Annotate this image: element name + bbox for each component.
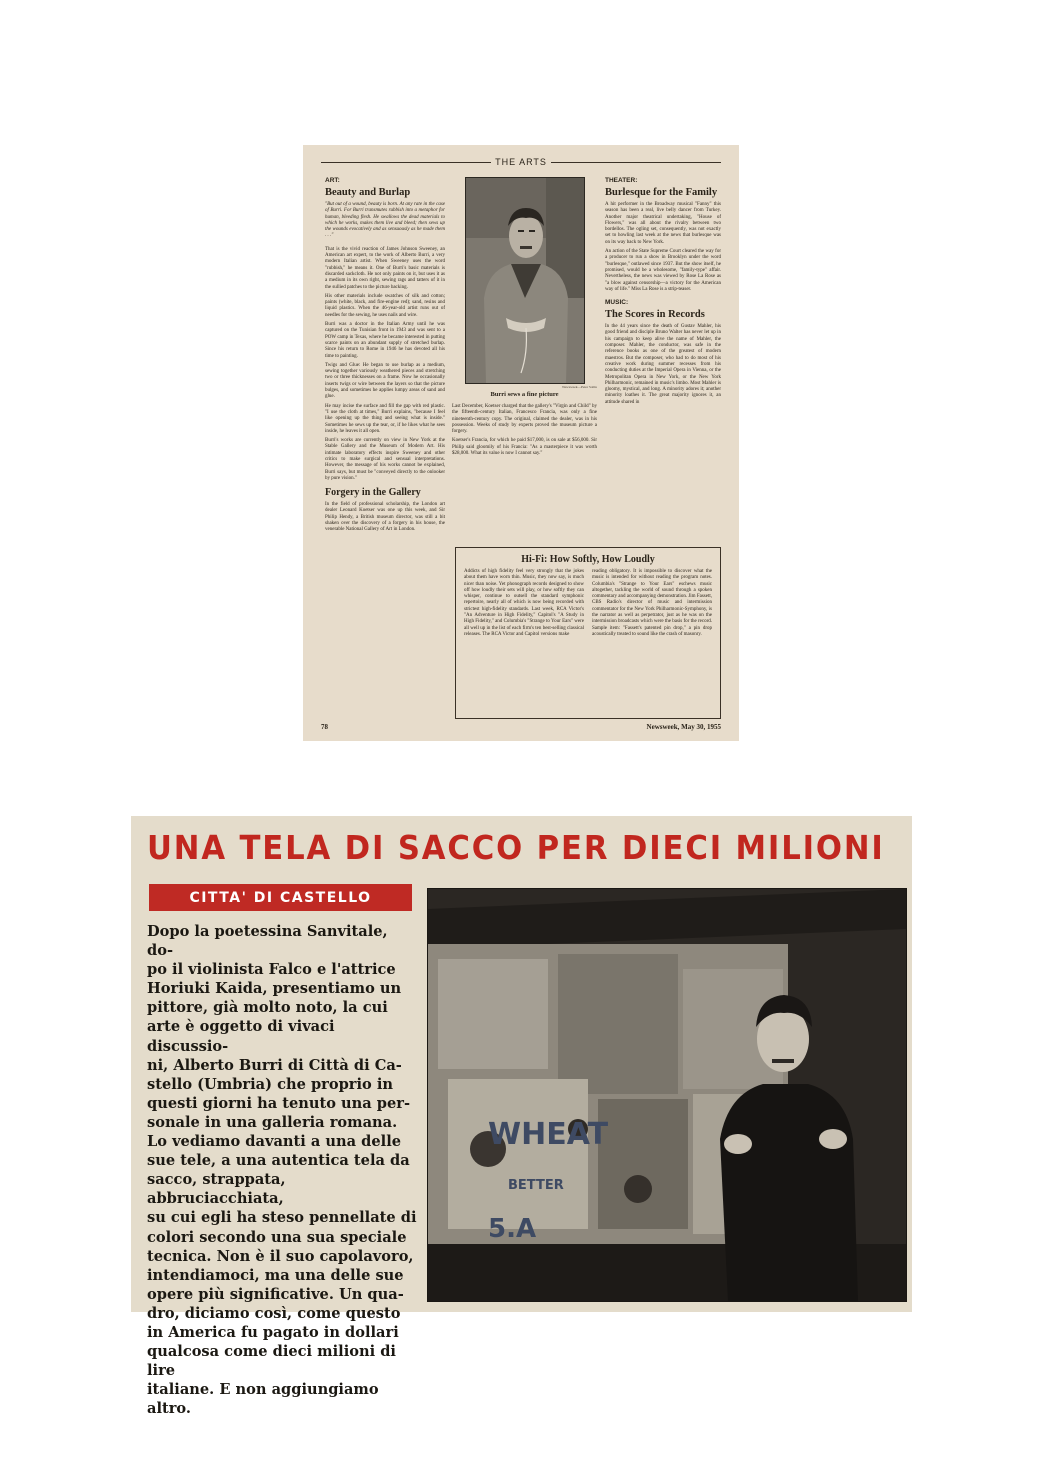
art-paragraph: Burri was a doctor in the Italian Army until he was captured on the Tunisian front in 1943 and was sent to a POW camp in Texas, where he became interested in putting scarce paints on an abundant supply of stretched burlap. Since his return to Rome in 1946 he has devoted all his time to painting. [325,322,445,359]
art-paragraph: His other materials include swatches of silk and cotton; paints (white, black, and fire-engine red); sand, resins and liquid plastics. When the 46-year-old artist runs out of needles for the sewing, he uses nails and wire. [325,293,445,318]
rule-line-left [321,162,491,163]
page-footer [321,723,721,731]
hifi-column-2: reading obligatory. It is impossible to discover what the music is intended for without reading the program notes. Columbia's "Strange to Your Ears" eschews music altogether, tackling the world of sound through a spoken commentary and accompanying demonstration. Jim Fassett, CBS Radio's director of music and intermission commentator for the New York Philharmonic-Symphony, is the narrator as well as perpetrator, just as he was on the intermission broadcasts which were the basis for the record. Sample item: "Fassett's patented pin drop," a pin drop acoustically treated to sound like the crash of masonry. [592,569,712,637]
rule-line-right [551,162,721,163]
theater-headline: Burlesque for the Family [605,187,718,198]
portrait-illustration [466,178,584,383]
hifi-box [455,547,721,719]
music-paragraph: In the 44 years since the death of Gustav Mahler, his good friend and disciple Bruno Walter has never let up in his campaign to keep alive the name of Mahler, the composer. Mahler, the conductor, was safe in the reference books as one of the greatest of modern maestros. But the composer, who had to do most of his creative work during summer recesses from his conducting duties at the Imperial Opera in Vienna, or the Metropolitan Opera in New York, or the New York Philharmonic, remained in music's limbo. Most Mahler is gloomy, mystical, and long. A minority adores it; another minority loathes it. The great majority ignores it, an attitude shared in [605,324,721,405]
newsweek-clipping [303,145,739,741]
art-column [325,177,445,537]
forgery-paragraph: Koetser's Francia, for which he paid $17,000, is on sale at $56,000. Sir Philip said gloomily of his Francia: "As a masterpiece it was worth $28,000. What its value is now I cannot say." [452,438,597,457]
art-paragraph: Burri's works are currently on view in New York at the Stable Gallery and the Museum of Modern Art. His intimate laboratory effects inspire Sweeney and other critics to make surgical and sensual interpretations. However, the message of his works cannot be explained, Burri says, but must be "conveyed directly to the onlooker by pure vision." [325,438,445,481]
sack-print-better: BETTER [508,1178,564,1193]
section-label: THE ARTS [495,157,547,167]
art-paragraph: Twigs and Glue: He began to use burlap as a medium, sewing together variously weathered pieces and stretching two or three thicknesses on a frame. Now he occasionally inserts twigs or wire between the layers so that the picture bulges, and sometimes he applies lumpy areas of sand and glue. [325,362,445,400]
photo-column [452,177,597,460]
section-rule [321,155,721,169]
art-paragraph: That is the vivid reaction of James Johnson Sweeney, an American art expert, to the work of Alberto Burri, a very modern Italian artist. When Sweeney uses the word "rubbish," he means it. One of Burri's basic materials is discarded sackcloth. He not only paints on it, but uses it as a medium in its own right, sewing rags and tatters of it in the sullied patches to the picture backing. [325,246,445,290]
location-tag: CITTA' DI CASTELLO [149,884,412,911]
article-columns [321,169,721,709]
hifi-body [464,569,712,638]
theater-paragraph: An action of the State Supreme Court cleared the way for a producer to run a show in Brooklyn under the word "burlesque," outlawed since 1937. But the show itself, he promised, would be a wholesome, "family-type" affair. Nevertheless, the news was viewed by Rose La Rose as "a blow against censorship—a victory for the American way of life." Miss La Rose is a strip-teaser. [605,249,721,292]
hifi-column-1: Addicts of high fidelity feel very strongly that the jokes about them have worn thin. Music, they now say, is much nicer than noise. Yet phonograph records designed to show off how loudly their sets will play, or how softly they can whisper, continue to outsell the standard symphonic repertoire, nearly all of which is now being recorded with strictest high-fidelity standards. Last week, RCA Victor's "An Adventure in High Fidelity," Capitol's "A Study in High Fidelity," and Columbia's "Strange to Your Ears" were all well up in the list of each firm's ten best-selling classical releases. The RCA Victor and Capitol versions make [464,569,584,637]
forgery-paragraph: In the field of professional scholarship, the London art dealer Leonard Koetser was one up this week, and Sir Philip Hendy, a British museum director, was still a bit shaken over the discovery of a forgery in his house, the venerable National Gallery of Art in London. [325,502,445,533]
art-paragraph: He may incise the surface and fill the gap with red plastic. "I use the cloth at times," Burri explains, "because I feel like opening up the thing and seeing what is inside." Sometimes he sews up the tear, or, if he likes what he sees inside, he leaves it all open. [325,403,445,434]
forgery-paragraph: Last December, Koetser charged that the gallery's "Virgin and Child" by the fifteenth-century Italian, Francesco Francia, was only a fine nineteenth-century copy. The original, claimed the dealer, was in his possession. Weeks of study by experts proved the museum picture a forgery. [452,404,597,435]
theater-music-column [605,177,721,409]
theater-section-label: THEATER: [605,177,638,184]
sack-print-wheat: WHEAT [488,1117,609,1152]
photo-credit: Newsweek—Peter Salila [562,385,597,389]
theater-paragraph: A hit performer in the Broadway musical "Fanny" this season has been a real, live belly dancer from Turkey. Another major theatrical undertaking, "House of Flowers," was all about the rivalry between two bordellos. The ogling set, consequently, was not exactly set to howling last week at the news that burlesque was on its way back to New York. [605,202,721,245]
photo-caption: Burri sews a fine picture [490,391,559,398]
art-section-label: ART: [325,177,340,184]
italian-headline: UNA TELA DI SACCO PER DIECI MILIONI [147,828,885,867]
forgery-headline: Forgery in the Gallery [325,487,421,499]
art-headline: Beauty and Burlap [325,187,411,198]
music-headline: The Scores in Records [605,309,705,321]
burri-gallery-photo [427,888,907,1302]
art-intro: "But out of a wound, beauty is born. At any rate in the case of Burri. For Burri transmutes rubbish into a metaphor for human, bleeding flesh. He swallows the dead materials to which he works, makes them live and bleed; then sews up the wounds evocatively and as sensuously as he made them . . ." [325,202,445,239]
sack-print-number: 5.A [488,1214,537,1244]
hifi-headline: Hi-Fi: How Softly, How Loudly [521,554,655,565]
gallery-illustration [428,889,906,1301]
issue-line: Newsweek, May 30, 1955 [646,723,721,731]
music-section-label: MUSIC: [605,299,629,307]
page-number: 78 [321,723,328,731]
italian-clipping [131,816,912,1418]
italian-article-text: Dopo la poetessina Sanvitale, do- po il violinista Falco e l'attrice Horiuki Kaida, presentiamo un pittore, già molto noto, la cui arte è oggetto di vivaci discussio- ni, Alberto Burri di Città di Ca- stello (Umbria) che proprio in questi giorni ha tenuto una per- sonale in una galleria romana. Lo vediamo davanti a una delle sue tele, a una autentica tela da sacco, strappata, abbruciacchiata, su cui egli ha steso pennellate di colori secondo una sua speciale tecnica. Non è il suo capolavoro, intendiamoci, ma una delle sue opere più significative. Un qua- dro, diciamo così, come questo in America fu pagato in dollari qualcosa come dieci milioni di lire italiane. E non aggiungiamo altro. [147,923,417,1418]
burri-portrait-photo [465,177,585,384]
